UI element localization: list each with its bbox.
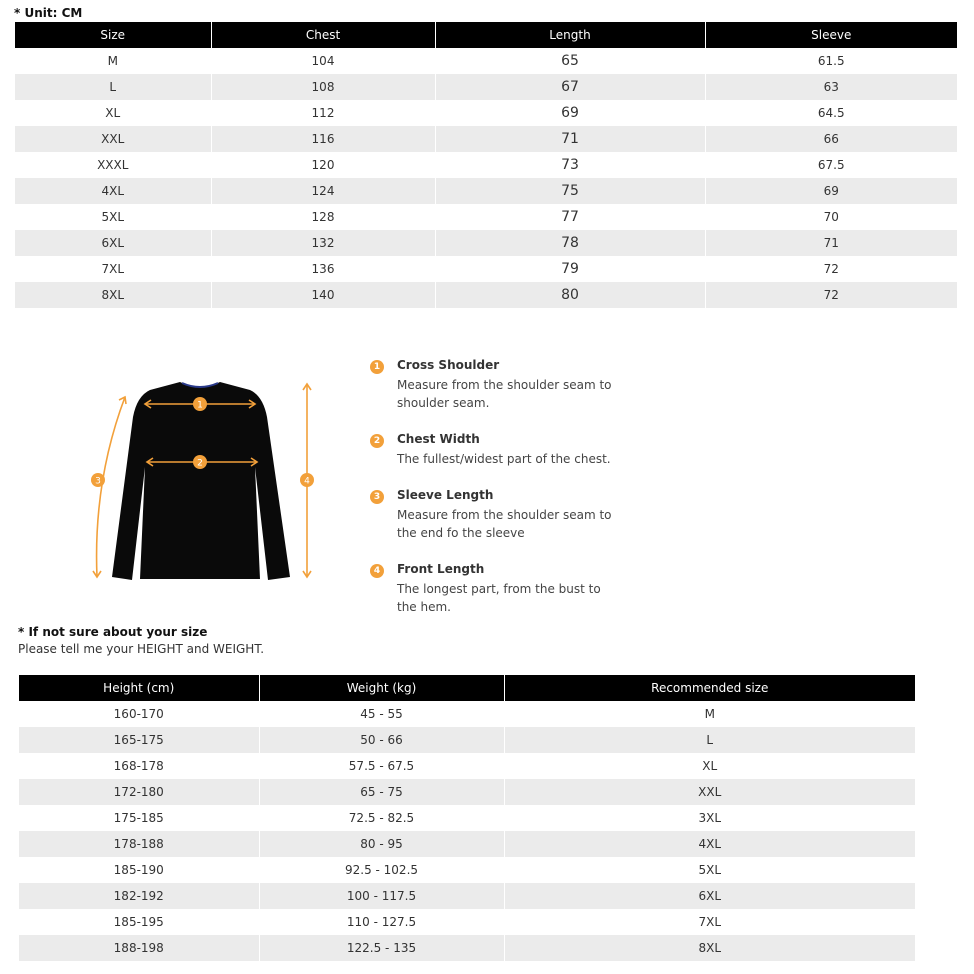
cell-chest: 104 (211, 48, 435, 74)
cell-length: 79 (435, 256, 705, 282)
table-row (15, 48, 957, 74)
cell-sleeve: 70 (705, 204, 957, 230)
cell-size: L (15, 74, 211, 100)
cell-length: 73 (435, 152, 705, 178)
measure-number-badge: 1 (370, 360, 384, 374)
cell-size: M (107, 54, 118, 68)
table-row (19, 701, 915, 727)
cell-height: 178-188 (19, 831, 259, 857)
header-recommended-size: Recommended size (504, 675, 915, 701)
header-height: Height (cm) (19, 675, 259, 701)
table-row (15, 204, 957, 230)
cell-recommended-size: 6XL (504, 883, 915, 909)
header-sleeve: Sleeve (705, 22, 957, 48)
table-row (15, 256, 957, 282)
marker-4 (300, 473, 314, 487)
table-row (19, 779, 915, 805)
cell-sleeve: 64.5 (705, 100, 957, 126)
cell-weight: 92.5 - 102.5 (259, 857, 504, 883)
cell-chest: 112 (211, 100, 435, 126)
cell-recommended-size: 4XL (504, 831, 915, 857)
cell-sleeve: 66 (705, 126, 957, 152)
cell-size: 8XL (15, 282, 211, 308)
cell-recommended-size: XXL (504, 779, 915, 805)
marker-3-label: 3 (95, 476, 101, 487)
cell-chest: 132 (211, 230, 435, 256)
cell-length: 67 (435, 74, 705, 100)
cell-weight: 122.5 - 135 (259, 935, 504, 961)
table-row (15, 74, 957, 100)
measure-title: Sleeve Length (397, 488, 494, 502)
cell-weight: 80 - 95 (259, 831, 504, 857)
cell-height: 160-170 (113, 707, 164, 721)
table-row (15, 152, 957, 178)
cell-chest: 124 (211, 178, 435, 204)
cell-recommended-size: 5XL (504, 857, 915, 883)
cell-length: 80 (435, 282, 705, 308)
measure-title: Cross Shoulder (397, 358, 500, 372)
cell-chest: 140 (211, 282, 435, 308)
table-row (19, 727, 915, 753)
table-row (15, 126, 957, 152)
cell-size: 6XL (15, 230, 211, 256)
cell-height: 168-178 (113, 759, 164, 773)
cell-size: XL (105, 106, 121, 120)
cell-weight: 100 - 117.5 (259, 883, 504, 909)
marker-4-label: 4 (304, 476, 310, 487)
recommended-size-header-row (19, 675, 915, 701)
measure-title: Front Length (397, 562, 485, 576)
cell-chest: 116 (211, 126, 435, 152)
cell-weight: 50 - 66 (259, 727, 504, 753)
cell-height: 188-198 (19, 935, 259, 961)
sweater-diagram (85, 372, 325, 587)
table-row (19, 831, 915, 857)
cell-size: 4XL (15, 178, 211, 204)
marker-2-label: 2 (197, 458, 203, 469)
cell-weight: 72.5 - 82.5 (259, 805, 504, 831)
measure-description: Measure from the shoulder seam to shoulder seam. (397, 378, 612, 410)
table-row (19, 935, 915, 961)
cell-recommended-size: 7XL (504, 909, 915, 935)
cell-recommended-size: 3XL (504, 805, 915, 831)
table-row (15, 282, 957, 308)
table-row (15, 178, 957, 204)
table-row (19, 857, 915, 883)
cell-size: 5XL (101, 210, 125, 224)
cell-height: 175-185 (113, 811, 164, 825)
cell-sleeve: 67.5 (705, 152, 957, 178)
measure-number-badge: 4 (370, 564, 384, 578)
marker-2 (193, 455, 207, 469)
cell-sleeve: 63 (705, 74, 957, 100)
measure-description: The longest part, from the bust to the hem. (397, 582, 601, 614)
table-row (19, 909, 915, 935)
measure-title: Chest Width (397, 432, 480, 446)
cell-length: 69 (435, 100, 705, 126)
cell-length: 75 (435, 178, 705, 204)
cell-sleeve: 72 (705, 256, 957, 282)
size-chart-table (15, 22, 957, 308)
table-row (19, 805, 915, 831)
marker-1 (193, 397, 207, 411)
cell-chest: 128 (211, 204, 435, 230)
header-length: Length (435, 22, 705, 48)
table-row (19, 883, 915, 909)
cell-weight: 45 - 55 (259, 701, 504, 727)
cell-chest: 136 (211, 256, 435, 282)
cell-height: 165-175 (19, 727, 259, 753)
unit-label: * Unit: CM (14, 6, 83, 20)
measure-number-badge: 3 (370, 490, 384, 504)
table-row (15, 230, 957, 256)
header-weight: Weight (kg) (259, 675, 504, 701)
cell-recommended-size: L (504, 727, 915, 753)
cell-recommended-size: M (504, 701, 915, 727)
table-row (15, 100, 957, 126)
size-chart-header-row (15, 22, 957, 48)
cell-height: 182-192 (19, 883, 259, 909)
size-note-title: * If not sure about your size (18, 625, 208, 639)
cell-sleeve: 61.5 (705, 48, 957, 74)
marker-1-label: 1 (197, 400, 203, 411)
measure-description: Measure from the shoulder seam to the end fo the sleeve (397, 508, 612, 540)
cell-size: 7XL (101, 262, 125, 276)
cell-sleeve: 71 (705, 230, 957, 256)
cell-weight: 110 - 127.5 (259, 909, 504, 935)
header-chest: Chest (211, 22, 435, 48)
table-row (19, 753, 915, 779)
measure-description: The fullest/widest part of the chest. (397, 452, 611, 466)
cell-length: 78 (435, 230, 705, 256)
cell-recommended-size: XL (504, 753, 915, 779)
cell-sleeve: 69 (705, 178, 957, 204)
cell-recommended-size: 8XL (504, 935, 915, 961)
marker-3 (91, 473, 105, 487)
cell-size: XXXL (97, 158, 129, 172)
cell-length: 71 (435, 126, 705, 152)
measure-number-badge: 2 (370, 434, 384, 448)
sweater-illustration (112, 382, 290, 580)
recommended-size-table (19, 675, 915, 961)
header-size: Size (15, 22, 211, 48)
cell-height: 185-195 (113, 915, 164, 929)
cell-weight: 57.5 - 67.5 (259, 753, 504, 779)
cell-length: 65 (435, 48, 705, 74)
cell-sleeve: 72 (705, 282, 957, 308)
cell-height: 172-180 (19, 779, 259, 805)
cell-chest: 108 (211, 74, 435, 100)
cell-chest: 120 (211, 152, 435, 178)
cell-weight: 65 - 75 (259, 779, 504, 805)
cell-height: 185-190 (113, 863, 164, 877)
cell-size: XXL (15, 126, 211, 152)
size-note-text: Please tell me your HEIGHT and WEIGHT. (18, 642, 265, 656)
cell-length: 77 (435, 204, 705, 230)
